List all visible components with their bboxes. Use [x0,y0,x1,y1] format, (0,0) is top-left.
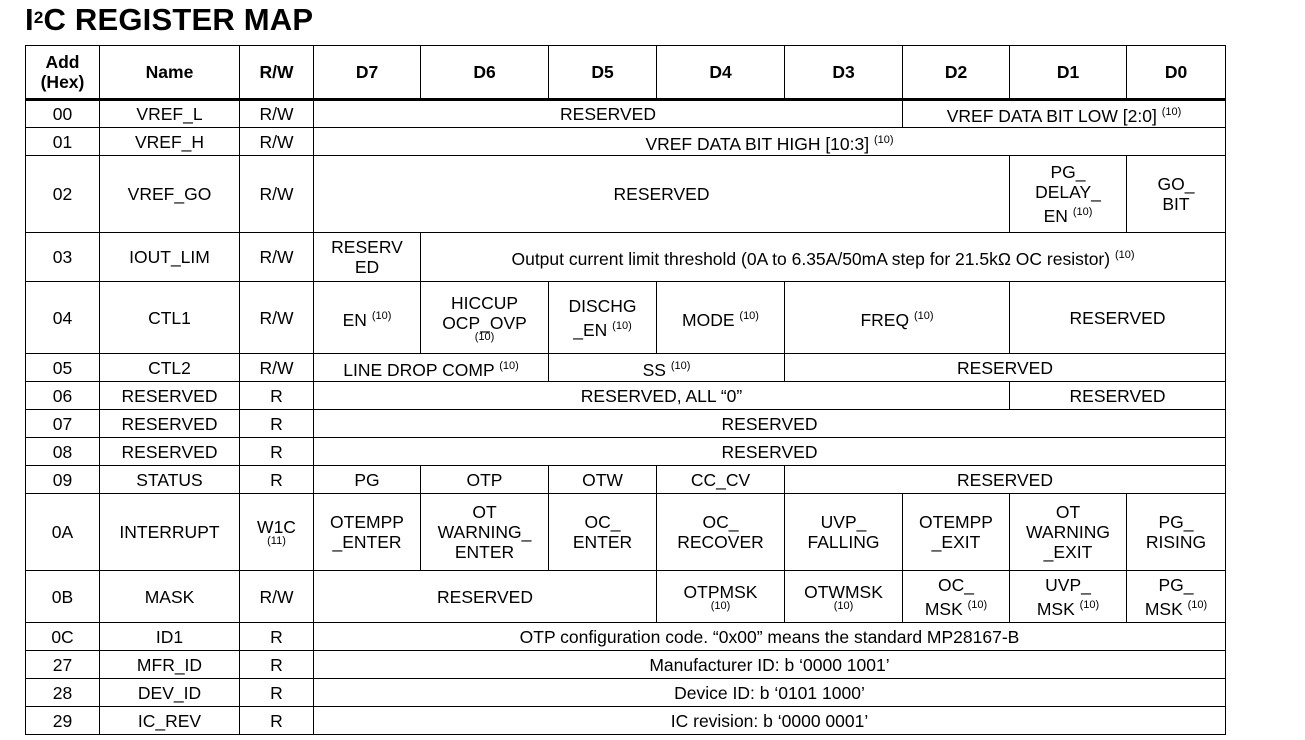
bit-cell-d7: RESERV ED [314,233,421,282]
rw-cell: R/W [240,156,314,233]
header-row [26,46,1226,100]
bit-cell-d5: DISCHG _EN $^{(10)}$ [549,282,657,354]
bit-cell-d1: PG_ DELAY_ EN $^{(10)}$ [1010,156,1127,233]
header-d7: D7 [314,46,421,100]
bit-cell-d1: OT WARNING _EXIT [1010,494,1127,571]
address-cell: 0C [26,623,100,651]
register-name: STATUS [100,466,240,494]
table-row [26,494,1226,571]
register-name: IC_REV [100,707,240,735]
rw-cell: R/W [240,128,314,156]
bits-cell: RESERVED [1010,382,1226,410]
address-cell: 0B [26,571,100,623]
register-name: IOUT_LIM [100,233,240,282]
bit-cell-d6: OTP [421,466,549,494]
bits-cell: Device ID: b ‘0101 1000’ [314,679,1226,707]
bit-cell-d3: OTWMSK (10) [785,571,903,623]
bits-cell: FREQ $^{(10)}$ [785,282,1010,354]
register-name: VREF_L [100,100,240,128]
table-row [26,233,1226,282]
bit-cell-d5: OTW [549,466,657,494]
register-name: RESERVED [100,410,240,438]
address-cell: 05 [26,354,100,382]
register-name: RESERVED [100,382,240,410]
bits-cell: RESERVED [314,438,1226,466]
bits-cell: OTP configuration code. “0x00” means the standard MP28167-B [314,623,1226,651]
header-address: Add (Hex) [26,46,100,100]
rw-cell: R/W [240,282,314,354]
table-row [26,354,1226,382]
bit-cell-d7: PG [314,466,421,494]
register-name: VREF_H [100,128,240,156]
bits-cell: RESERVED [314,410,1226,438]
table-row [26,623,1226,651]
page-title: $I^2C$ REGISTER MAP [25,2,314,37]
address-cell: 08 [26,438,100,466]
bits-cell: RESERVED [314,100,903,128]
bits-cell: IC revision: b ‘0000 0001’ [314,707,1226,735]
table-row [26,679,1226,707]
rw-cell: R [240,707,314,735]
address-cell: 09 [26,466,100,494]
rw-cell: R/W [240,354,314,382]
rw-cell: R [240,382,314,410]
address-cell: 04 [26,282,100,354]
address-cell: 27 [26,651,100,679]
bits-cell: Output current limit threshold (0A to 6.35A/50mA step for 21.5kΩ OC resistor) $^{(10)}$ [421,233,1226,282]
rw-cell: R [240,651,314,679]
rw-cell: W1C (11) [240,494,314,571]
bit-cell-d7: EN $^{(10)}$ [314,282,421,354]
table-row [26,128,1226,156]
register-name: INTERRUPT [100,494,240,571]
table-row [26,100,1226,128]
register-name: RESERVED [100,438,240,466]
bit-cell-d7: OTEMPP _ENTER [314,494,421,571]
rw-cell: R [240,466,314,494]
table-row [26,707,1226,735]
table-row [26,438,1226,466]
bits-cell: SS $^{(10)}$ [549,354,785,382]
bit-cell-d5: OC_ ENTER [549,494,657,571]
rw-cell: R [240,438,314,466]
register-name: VREF_GO [100,156,240,233]
address-cell: 06 [26,382,100,410]
address-cell: 29 [26,707,100,735]
header-d6: D6 [421,46,549,100]
bits-cell: RESERVED [314,156,1010,233]
table-row [26,410,1226,438]
table-row [26,466,1226,494]
bit-cell-d4: OC_ RECOVER [657,494,785,571]
address-cell: 03 [26,233,100,282]
header-d4: D4 [657,46,785,100]
address-cell: 07 [26,410,100,438]
rw-cell: R/W [240,100,314,128]
header-d2: D2 [903,46,1010,100]
bits-cell: LINE DROP COMP $^{(10)}$ [314,354,549,382]
bit-cell-d1: UVP_ MSK $^{(10)}$ [1010,571,1127,623]
address-cell: 01 [26,128,100,156]
rw-cell: R [240,679,314,707]
bits-cell: RESERVED [314,571,657,623]
bits-cell: RESERVED [1010,282,1226,354]
address-cell: 0A [26,494,100,571]
table-row [26,571,1226,623]
header-rw: R/W [240,46,314,100]
table-row [26,382,1226,410]
bits-cell: RESERVED, ALL “0” [314,382,1010,410]
bit-cell-d6: HICCUP OCP_OVP (10) [421,282,549,354]
bits-cell: RESERVED [785,466,1226,494]
header-d5: D5 [549,46,657,100]
bit-cell-d3: UVP_ FALLING [785,494,903,571]
rw-cell: R/W [240,233,314,282]
table-row [26,282,1226,354]
register-name: MASK [100,571,240,623]
bits-cell: VREF DATA BIT HIGH [10:3] $^{(10)}$ [314,128,1226,156]
register-name: ID1 [100,623,240,651]
register-name: MFR_ID [100,651,240,679]
bit-cell-d6: OT WARNING_ ENTER [421,494,549,571]
address-cell: 28 [26,679,100,707]
bit-cell-d0: GO_ BIT [1127,156,1226,233]
bit-cell-d4: CC_CV [657,466,785,494]
rw-cell: R [240,623,314,651]
address-cell: 00 [26,100,100,128]
header-name: Name [100,46,240,100]
rw-cell: R [240,410,314,438]
header-d1: D1 [1010,46,1127,100]
bit-cell-d2: OC_ MSK $^{(10)}$ [903,571,1010,623]
bit-cell-d0: PG_ MSK $^{(10)}$ [1127,571,1226,623]
table-row [26,651,1226,679]
register-name: CTL2 [100,354,240,382]
header-d3: D3 [785,46,903,100]
bits-cell: Manufacturer ID: b ‘0000 1001’ [314,651,1226,679]
header-d0: D0 [1127,46,1226,100]
register-name: DEV_ID [100,679,240,707]
register-name: CTL1 [100,282,240,354]
register-map-table [25,45,1226,735]
bit-cell-d2: OTEMPP _EXIT [903,494,1010,571]
bit-cell-d4: MODE $^{(10)}$ [657,282,785,354]
bits-cell: RESERVED [785,354,1226,382]
bit-cell-d4: OTPMSK (10) [657,571,785,623]
bit-cell-d0: PG_ RISING [1127,494,1226,571]
address-cell: 02 [26,156,100,233]
rw-cell: R/W [240,571,314,623]
bits-cell: VREF DATA BIT LOW [2:0] $^{(10)}$ [903,100,1226,128]
table-row [26,156,1226,233]
